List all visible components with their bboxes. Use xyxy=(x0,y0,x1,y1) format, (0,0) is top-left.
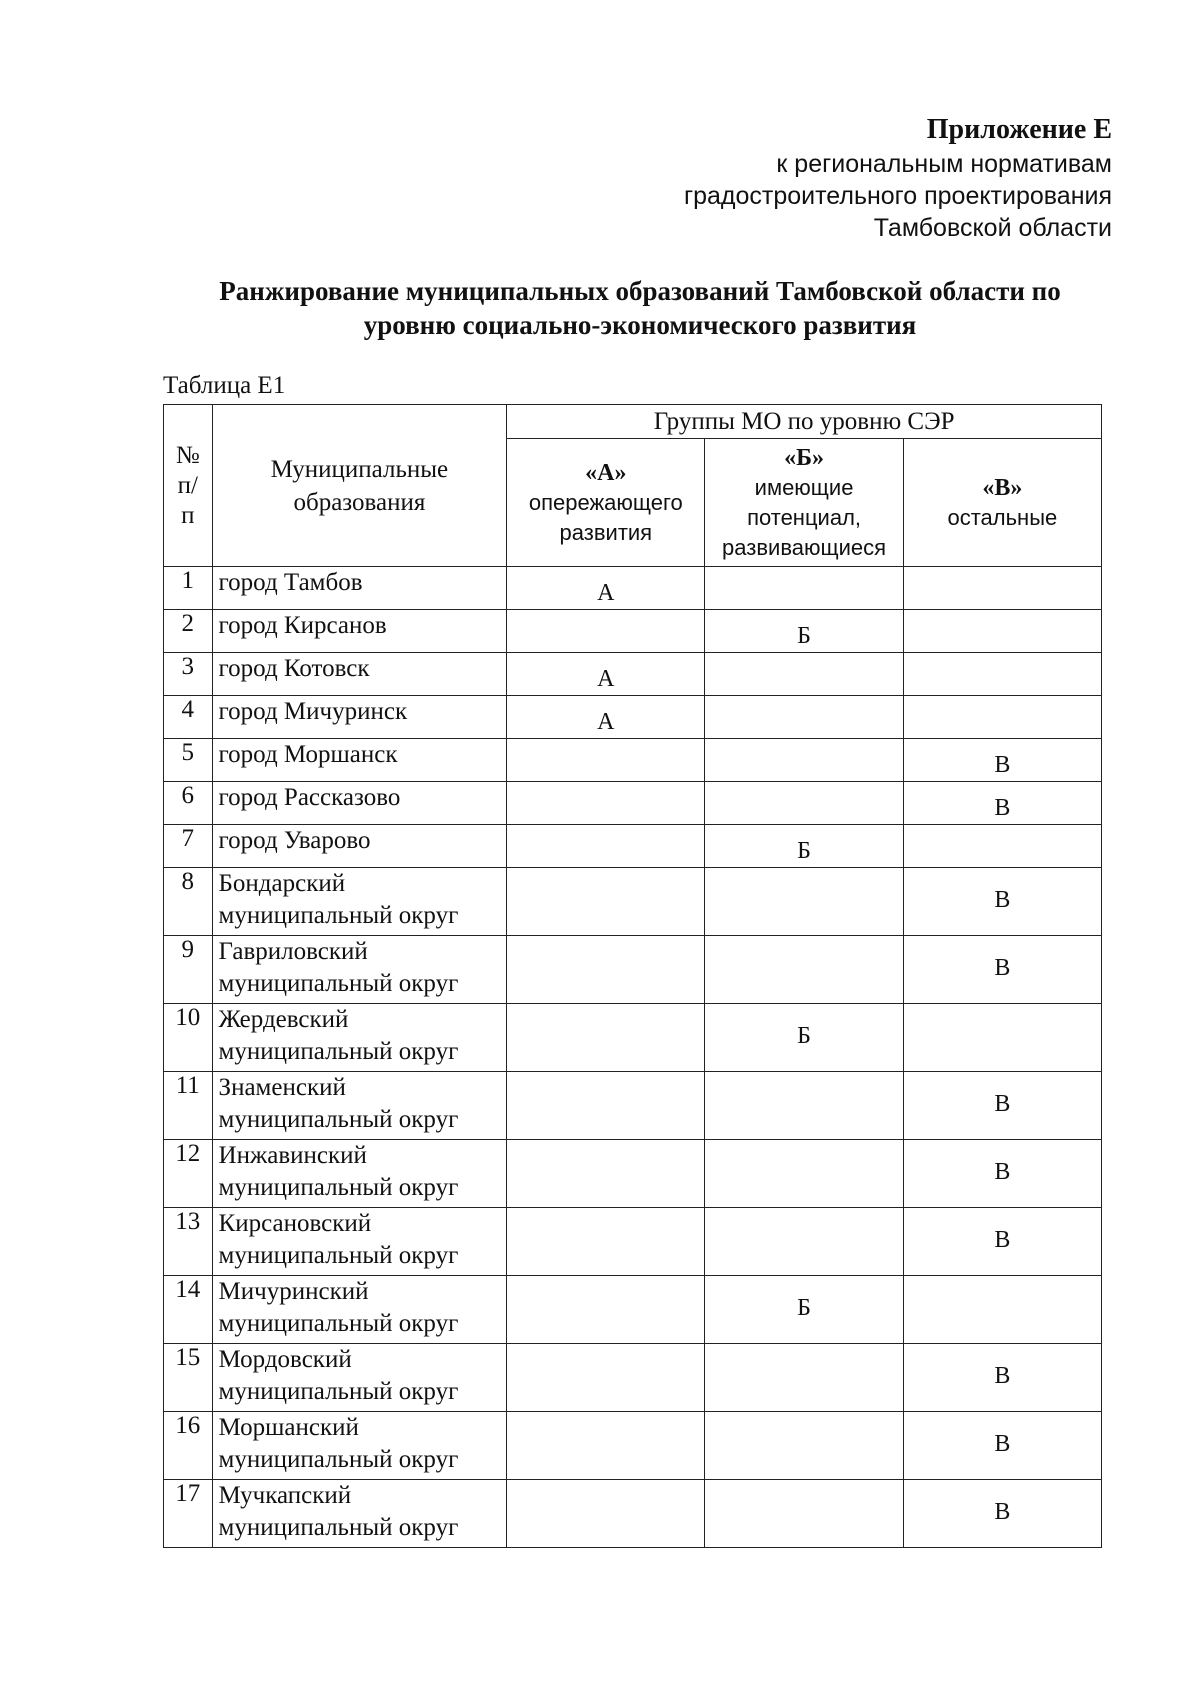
table-row xyxy=(164,868,1102,936)
row-name-cell xyxy=(212,1412,507,1480)
row-number-cell: 16 xyxy=(164,1412,213,1480)
row-group-b-cell xyxy=(705,868,903,936)
row-group-a-cell xyxy=(507,825,705,868)
row-name-line: город Тамбов xyxy=(218,569,363,596)
row-name-line: Жердевский xyxy=(218,1006,349,1033)
row-group-b-cell xyxy=(705,653,903,696)
header-group-a xyxy=(507,439,705,567)
row-group-a-cell xyxy=(507,868,705,936)
row-group-c-cell: В xyxy=(903,1140,1101,1208)
row-group-b-cell xyxy=(705,782,903,825)
row-group-b-cell xyxy=(705,1412,903,1480)
row-group-c-cell: В xyxy=(903,1480,1101,1548)
header-number-line: № xyxy=(175,441,200,469)
table-row xyxy=(164,739,1102,782)
row-group-b-cell xyxy=(705,1480,903,1548)
row-group-c-cell xyxy=(903,1276,1101,1344)
appendix-block xyxy=(412,112,1112,244)
row-number-cell: 13 xyxy=(164,1208,213,1276)
table-row xyxy=(164,1072,1102,1140)
row-name-line: Знаменский xyxy=(218,1074,346,1101)
row-group-c-cell: В xyxy=(903,1412,1101,1480)
row-name-line: Бондарский xyxy=(218,870,346,897)
row-number-cell: 7 xyxy=(164,825,213,868)
row-number-cell: 4 xyxy=(164,696,213,739)
row-group-c-cell: В xyxy=(903,1344,1101,1412)
table-row xyxy=(164,782,1102,825)
appendix-line-3: Тамбовской области xyxy=(873,214,1112,242)
row-name-cell xyxy=(212,936,507,1004)
row-group-c-cell: В xyxy=(903,936,1101,1004)
header-number xyxy=(164,405,213,567)
row-name-cell xyxy=(212,825,507,868)
row-name-line: Мучкапский xyxy=(218,1482,352,1509)
row-name-line: город Кирсанов xyxy=(218,612,387,639)
row-name-cell xyxy=(212,1004,507,1072)
row-number-cell: 9 xyxy=(164,936,213,1004)
row-group-b-cell xyxy=(705,739,903,782)
header-municipality-line: образования xyxy=(293,488,426,516)
table-row xyxy=(164,936,1102,1004)
header-group-b-line: развивающиеся xyxy=(722,534,887,560)
row-group-b-cell: Б xyxy=(705,825,903,868)
row-group-b-cell xyxy=(705,1140,903,1208)
appendix-line-1: к региональным нормативам xyxy=(776,150,1112,178)
heading-line-2: уровню социально-экономического развития xyxy=(363,310,917,340)
row-number-cell: 17 xyxy=(164,1480,213,1548)
header-number-line: п/ xyxy=(177,471,198,499)
table-row xyxy=(164,825,1102,868)
row-name-line: город Котовск xyxy=(218,655,370,682)
table-row xyxy=(164,1480,1102,1548)
header-group-a-title: «А» xyxy=(585,459,627,486)
row-number-cell: 5 xyxy=(164,739,213,782)
row-group-c-cell xyxy=(903,610,1101,653)
row-number-cell: 8 xyxy=(164,868,213,936)
row-group-c-cell: В xyxy=(903,868,1101,936)
row-group-c-cell: В xyxy=(903,782,1101,825)
header-group-a-line: опережающего xyxy=(528,489,683,515)
row-name-line: город Мичуринск xyxy=(218,698,408,725)
row-name-line: муниципальный округ xyxy=(218,970,459,997)
row-group-c-cell: В xyxy=(903,1072,1101,1140)
header-group-a-line: развития xyxy=(559,519,653,545)
row-name-line: муниципальный округ xyxy=(218,1310,459,1337)
row-group-c-cell: В xyxy=(903,739,1101,782)
row-name-line: город Рассказово xyxy=(218,784,401,811)
row-name-line: город Уварово xyxy=(218,827,371,854)
row-name-cell xyxy=(212,696,507,739)
row-group-b-cell: Б xyxy=(705,610,903,653)
row-name-line: Моршанский xyxy=(218,1414,359,1441)
row-name-line: Мордовский xyxy=(218,1346,352,1373)
row-number-cell: 10 xyxy=(164,1004,213,1072)
header-group-c xyxy=(903,439,1101,567)
row-group-a-cell xyxy=(507,1004,705,1072)
row-group-a-cell xyxy=(507,1480,705,1548)
row-group-b-cell xyxy=(705,1344,903,1412)
row-name-line: Мичуринский xyxy=(218,1278,369,1305)
row-group-a-cell xyxy=(507,782,705,825)
row-number-cell: 3 xyxy=(164,653,213,696)
row-group-a-cell: А xyxy=(507,567,705,610)
row-name-cell xyxy=(212,1344,507,1412)
row-group-a-cell: А xyxy=(507,696,705,739)
row-number-cell: 15 xyxy=(164,1344,213,1412)
table-row xyxy=(164,653,1102,696)
table-caption: Таблица Е1 xyxy=(163,372,286,399)
row-number-cell: 2 xyxy=(164,610,213,653)
row-name-line: муниципальный округ xyxy=(218,1378,459,1405)
header-group-c-line: остальные xyxy=(947,504,1058,530)
row-group-b-cell xyxy=(705,567,903,610)
row-name-cell xyxy=(212,868,507,936)
row-number-cell: 14 xyxy=(164,1276,213,1344)
row-name-cell xyxy=(212,1208,507,1276)
document-heading xyxy=(150,274,1130,342)
row-name-cell xyxy=(212,567,507,610)
row-group-a-cell: А xyxy=(507,653,705,696)
row-name-line: муниципальный округ xyxy=(218,902,459,929)
row-name-line: Гавриловский xyxy=(218,938,368,965)
row-name-cell xyxy=(212,653,507,696)
ranking-table xyxy=(163,404,1102,1548)
header-group-b-line: потенциал, xyxy=(747,504,862,530)
header-municipality xyxy=(212,405,507,567)
row-group-a-cell xyxy=(507,1072,705,1140)
row-group-c-cell xyxy=(903,696,1101,739)
table-row xyxy=(164,1276,1102,1344)
row-group-a-cell xyxy=(507,1276,705,1344)
header-groups: Группы МО по уровню СЭР xyxy=(507,405,1102,439)
table-row xyxy=(164,1004,1102,1072)
row-name-line: муниципальный округ xyxy=(218,1106,459,1133)
table-row xyxy=(164,567,1102,610)
row-name-line: Инжавинский xyxy=(218,1142,367,1169)
row-group-c-cell: В xyxy=(903,1208,1101,1276)
table-row xyxy=(164,1140,1102,1208)
row-number-cell: 1 xyxy=(164,567,213,610)
row-group-c-cell xyxy=(903,825,1101,868)
row-group-b-cell xyxy=(705,1072,903,1140)
row-name-line: муниципальный округ xyxy=(218,1446,459,1473)
appendix-line-2: градостроительного проектирования xyxy=(683,182,1112,210)
row-group-b-cell xyxy=(705,696,903,739)
row-name-line: город Моршанск xyxy=(218,741,398,768)
row-name-cell xyxy=(212,610,507,653)
row-number-cell: 11 xyxy=(164,1072,213,1140)
row-name-cell xyxy=(212,782,507,825)
row-group-a-cell xyxy=(507,1140,705,1208)
header-number-line: п xyxy=(181,501,195,529)
row-group-a-cell xyxy=(507,1344,705,1412)
header-group-b-line: имеющие xyxy=(754,474,854,500)
row-name-line: Кирсановский xyxy=(218,1210,372,1237)
table-row xyxy=(164,610,1102,653)
row-group-a-cell xyxy=(507,936,705,1004)
appendix-title: Приложение Е xyxy=(926,114,1112,145)
row-group-b-cell: Б xyxy=(705,1004,903,1072)
table-row xyxy=(164,696,1102,739)
row-name-line: муниципальный округ xyxy=(218,1242,459,1269)
row-group-b-cell: Б xyxy=(705,1276,903,1344)
row-group-a-cell xyxy=(507,1208,705,1276)
row-group-a-cell xyxy=(507,739,705,782)
row-name-line: муниципальный округ xyxy=(218,1038,459,1065)
table-row xyxy=(164,1412,1102,1480)
row-group-c-cell xyxy=(903,1004,1101,1072)
row-name-cell xyxy=(212,1140,507,1208)
row-group-b-cell xyxy=(705,936,903,1004)
row-name-line: муниципальный округ xyxy=(218,1514,459,1541)
row-name-cell xyxy=(212,1276,507,1344)
header-group-b xyxy=(705,439,903,567)
heading-line-1: Ранжирование муниципальных образований Тамбовской области по xyxy=(219,276,1061,306)
row-group-b-cell xyxy=(705,1208,903,1276)
row-group-a-cell xyxy=(507,1412,705,1480)
row-group-c-cell xyxy=(903,567,1101,610)
row-number-cell: 6 xyxy=(164,782,213,825)
row-name-line: муниципальный округ xyxy=(218,1174,459,1201)
row-number-cell: 12 xyxy=(164,1140,213,1208)
table-header xyxy=(164,405,1102,567)
header-municipality-line: Муниципальные xyxy=(270,455,449,483)
table-row xyxy=(164,1344,1102,1412)
table-body xyxy=(164,567,1102,1548)
header-group-c-title: «В» xyxy=(982,474,1023,501)
row-name-cell xyxy=(212,739,507,782)
row-name-cell xyxy=(212,1072,507,1140)
header-group-b-title: «Б» xyxy=(784,444,824,471)
row-group-c-cell xyxy=(903,653,1101,696)
row-group-a-cell xyxy=(507,610,705,653)
row-name-cell xyxy=(212,1480,507,1548)
table-row xyxy=(164,1208,1102,1276)
